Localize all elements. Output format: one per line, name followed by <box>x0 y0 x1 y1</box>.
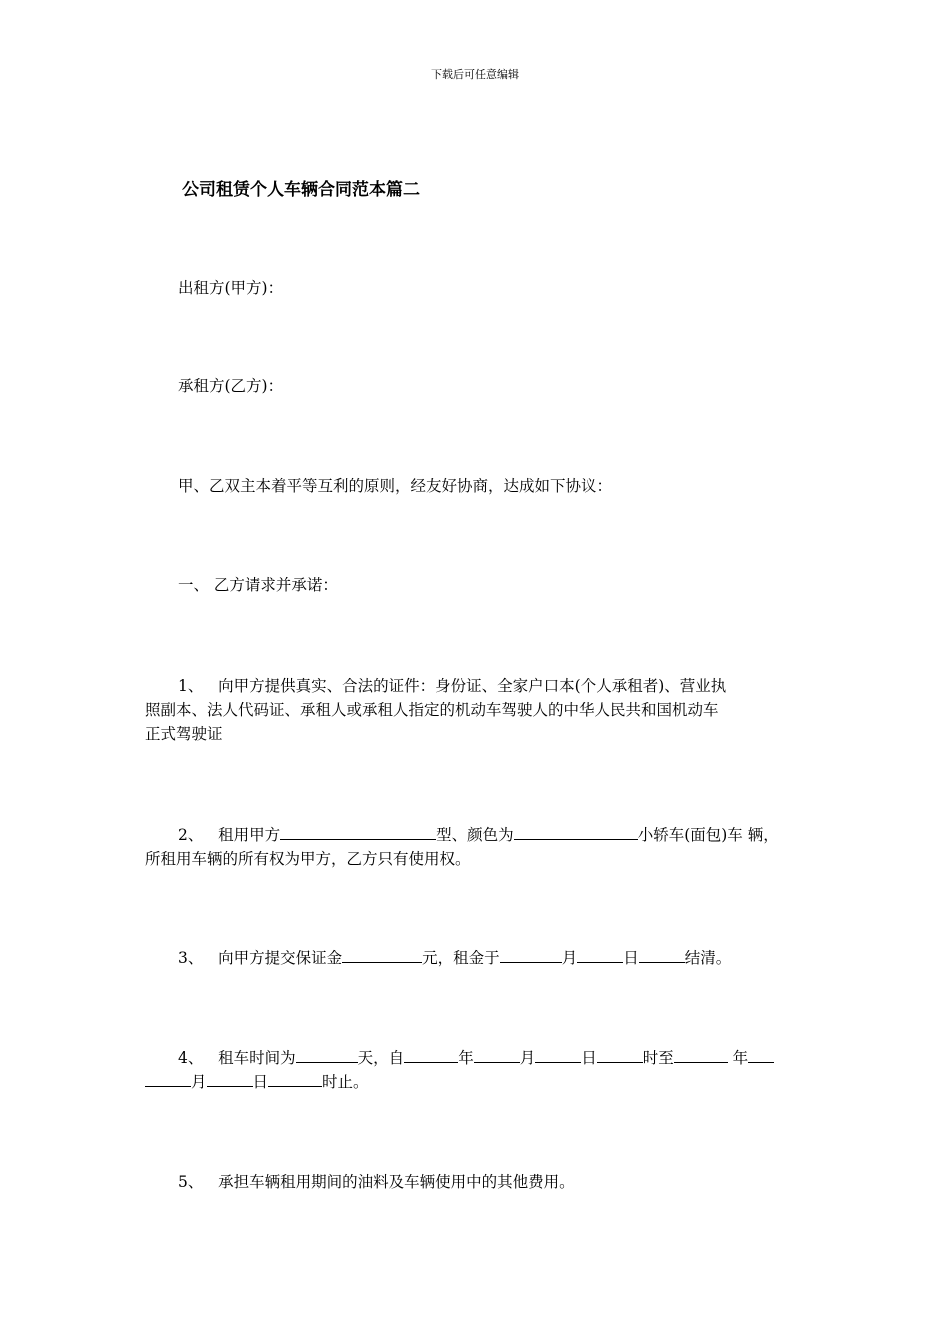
section1-heading: 一、 乙方请求并承诺： <box>178 576 338 594</box>
clause-item-2-line1 <box>145 823 815 847</box>
clause-number: 2、 <box>178 826 204 844</box>
lessee-label: 承租方(乙方)： <box>178 377 284 395</box>
clause-text: 小轿车(面包)车 辆， <box>637 826 779 844</box>
end-day-blank[interactable] <box>207 1071 253 1087</box>
clause-number: 4、 <box>178 1049 204 1067</box>
clause-item-2-line2: 所租用车辆的所有权为甲方，乙方只有使用权。 <box>145 850 471 868</box>
clause-number: 3、 <box>178 949 204 967</box>
deposit-amount-blank[interactable] <box>342 947 422 963</box>
clause-number: 1、 <box>178 677 204 695</box>
clause-item-3-line1 <box>145 946 815 970</box>
clause-item-1-line1 <box>145 674 815 698</box>
clause-text: 时止。 <box>322 1073 369 1091</box>
end-month-blank[interactable] <box>145 1071 191 1087</box>
header-note: 下载后可任意编辑 <box>431 68 519 81</box>
clause-text: 月 <box>191 1073 207 1091</box>
clause-item-2 <box>145 823 815 871</box>
rental-days-blank[interactable] <box>296 1047 358 1063</box>
preamble: 甲、乙双主本着平等互利的原则，经友好协商，达成如下协议： <box>178 477 613 495</box>
start-year-blank[interactable] <box>404 1047 458 1063</box>
vehicle-color-blank[interactable] <box>514 824 638 840</box>
clause-text: 年 <box>727 1049 749 1067</box>
clause-item-1-line2: 照副本、法人代码证、承租人或承租人指定的机动车驾驶人的中华人民共和国机动车 <box>145 701 719 719</box>
clause-text: 型、颜色为 <box>436 826 514 844</box>
start-day-blank[interactable] <box>535 1047 581 1063</box>
settle-month-blank[interactable] <box>500 947 562 963</box>
clause-text: 时至 <box>642 1049 674 1067</box>
clause-text: 年 <box>458 1049 474 1067</box>
start-month-blank[interactable] <box>474 1047 520 1063</box>
clause-text: 结清。 <box>684 949 732 967</box>
end-hour-blank[interactable] <box>268 1071 322 1087</box>
clause-text: 月 <box>519 1049 536 1067</box>
vehicle-model-blank[interactable] <box>280 824 436 840</box>
clause-text: 元，租金于 <box>422 949 500 967</box>
clause-item-3 <box>145 946 815 970</box>
clause-text: 天，自 <box>357 1049 405 1067</box>
start-hour-blank[interactable] <box>597 1047 643 1063</box>
clause-text: 月 <box>561 949 578 967</box>
clause-text: 日 <box>581 1049 597 1067</box>
clause-item-4-line2 <box>145 1070 815 1094</box>
clause-item-1-line3: 正式驾驶证 <box>145 725 223 743</box>
clause-text: 向甲方提交保证金 <box>218 949 343 967</box>
settle-day-blank[interactable] <box>577 947 623 963</box>
clause-text: 租用甲方 <box>218 826 281 844</box>
clause-item-5-line1 <box>145 1170 815 1194</box>
clause-item-5 <box>145 1170 815 1194</box>
clause-text: 向甲方提供真实、合法的证件：身份证、全家户口本(个人承租者)、营业执 <box>218 677 727 695</box>
document-title: 公司租赁个人车辆合同范本篇二 <box>182 180 420 200</box>
clause-text: 承担车辆租用期间的油料及车辆使用中的其他费用。 <box>218 1173 575 1191</box>
settle-extra-blank[interactable] <box>639 947 685 963</box>
lessor-label: 出租方(甲方)： <box>178 279 284 297</box>
clause-item-4 <box>145 1046 815 1094</box>
clause-text: 日 <box>252 1073 269 1091</box>
end-year-extra-blank[interactable] <box>748 1047 774 1063</box>
end-year-blank[interactable] <box>674 1047 728 1063</box>
clause-number: 5、 <box>178 1173 204 1191</box>
clause-text: 日 <box>623 949 639 967</box>
clause-item-4-line1 <box>145 1046 815 1070</box>
clause-item-1 <box>145 674 815 746</box>
clause-text: 租车时间为 <box>218 1049 296 1067</box>
